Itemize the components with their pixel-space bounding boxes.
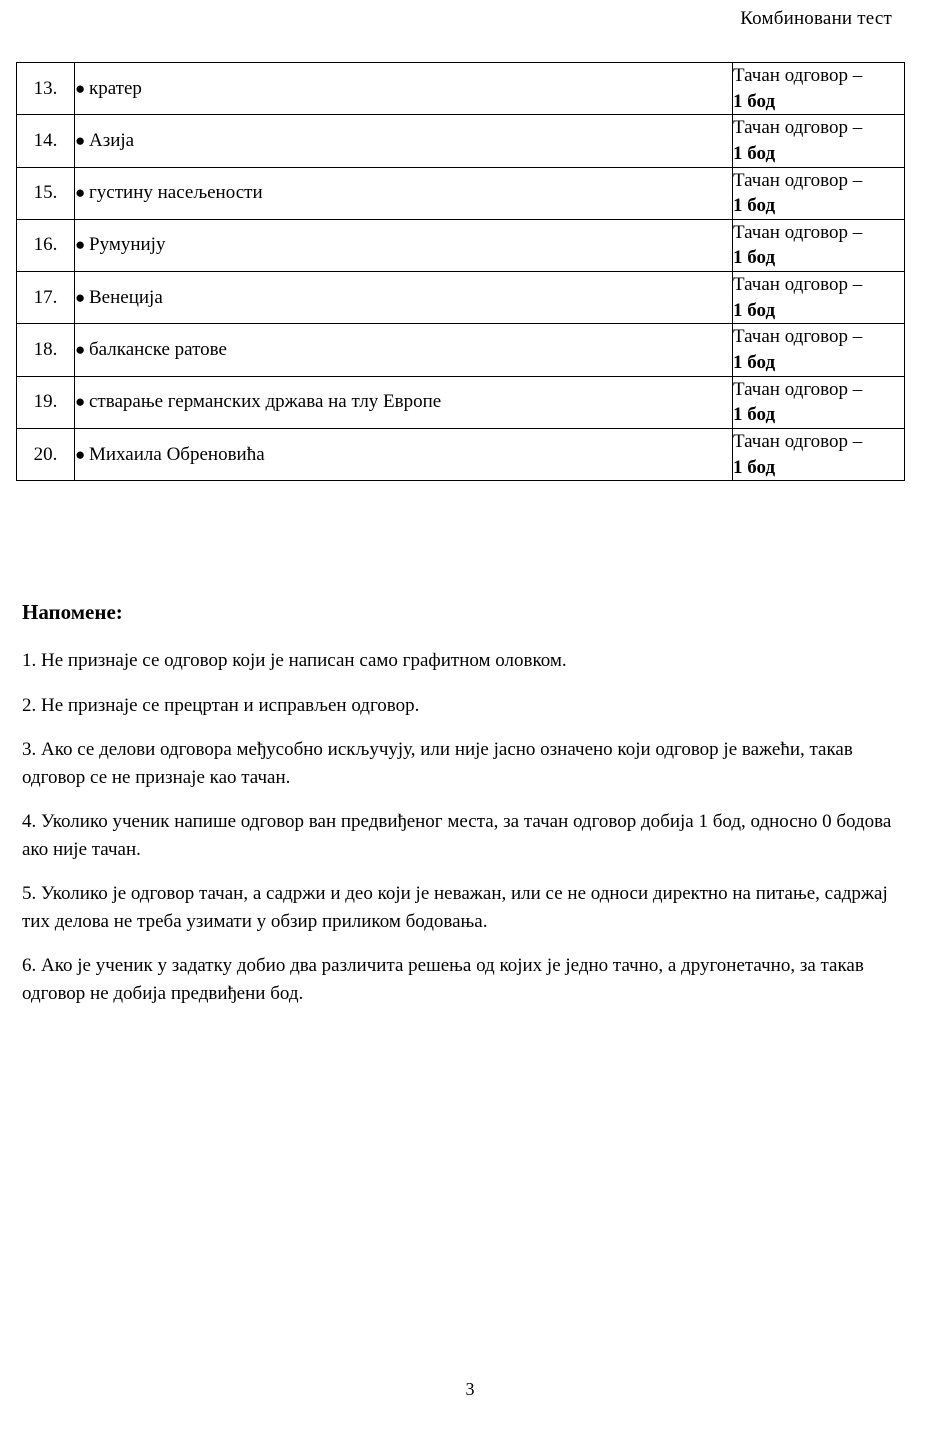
notes-title: Напомене: xyxy=(22,600,123,624)
row-points-line2: 1 бод xyxy=(733,90,776,112)
row-points xyxy=(733,63,905,115)
row-points xyxy=(733,428,905,480)
notes-section xyxy=(22,600,892,1024)
bullet-icon: ● xyxy=(75,340,86,360)
row-number: 19. xyxy=(17,376,75,428)
bullet-icon: ● xyxy=(75,287,86,307)
page-number: 3 xyxy=(465,1379,475,1399)
row-points-line2: 1 бод xyxy=(733,456,776,478)
answers-table xyxy=(16,62,905,481)
bullet-icon: ● xyxy=(75,392,86,412)
row-number: 17. xyxy=(17,272,75,324)
row-answer xyxy=(75,219,733,271)
row-points-line2: 1 бод xyxy=(733,404,776,426)
note-item: 3. Ако се делови одговора међусобно искључују, или није јасно означено који одговор је важећи, такав одговор се не признаје као тачан. xyxy=(22,739,853,788)
row-number: 14. xyxy=(17,115,75,167)
row-number: 13. xyxy=(17,63,75,115)
bullet-icon: ● xyxy=(75,78,86,98)
note-item: 4. Уколико ученик напише одговор ван предвиђеног места, за тачан одговор добија 1 бод, односно 0 бодова ако није тачан. xyxy=(22,811,892,860)
note-item: 6. Ако је ученик у задатку добио два различита решења од којих је једно тачно, а другонетачно, за такав одговор не добија предвиђени бод. xyxy=(22,955,864,1004)
row-points-line2: 1 бод xyxy=(733,299,776,321)
table-row xyxy=(17,63,905,115)
note-item: 5. Уколико је одговор тачан, а садржи и део који је неважан, или се не односи директно на питање, садржај тих делова не треба узимати у обзир приликом бодовања. xyxy=(22,883,888,932)
bullet-icon: ● xyxy=(75,444,86,464)
table-row xyxy=(17,115,905,167)
row-answer xyxy=(75,115,733,167)
table-row xyxy=(17,376,905,428)
bullet-icon: ● xyxy=(75,130,86,150)
row-points-line1: Тачан одговор – xyxy=(733,326,863,348)
table-row xyxy=(17,167,905,219)
row-answer-text: Азија xyxy=(89,129,135,151)
row-points-line1: Тачан одговор – xyxy=(733,430,863,452)
bullet-icon: ● xyxy=(75,183,86,203)
row-points xyxy=(733,219,905,271)
row-answer xyxy=(75,376,733,428)
row-answer xyxy=(75,167,733,219)
page-header: Комбиновани тест xyxy=(740,8,892,29)
row-answer-text: Михаила Обреновића xyxy=(89,443,265,465)
row-answer-text: балканске ратове xyxy=(89,339,227,361)
table-row xyxy=(17,428,905,480)
row-points-line1: Тачан одговор – xyxy=(733,169,863,191)
row-number: 15. xyxy=(17,167,75,219)
bullet-icon: ● xyxy=(75,235,86,255)
row-points-line1: Тачан одговор – xyxy=(733,65,863,86)
row-points-line2: 1 бод xyxy=(733,195,776,217)
note-item: 2. Не признаје се прецртан и исправљен одговор. xyxy=(22,694,420,716)
row-answer xyxy=(75,272,733,324)
row-answer-text: Венеција xyxy=(89,286,163,308)
row-points xyxy=(733,167,905,219)
row-number: 18. xyxy=(17,324,75,376)
row-points-line2: 1 бод xyxy=(733,247,776,269)
row-answer xyxy=(75,428,733,480)
table-row xyxy=(17,272,905,324)
row-points-line1: Тачан одговор – xyxy=(733,274,863,296)
row-points-line2: 1 бод xyxy=(733,352,776,374)
table-row xyxy=(17,219,905,271)
row-answer xyxy=(75,63,733,115)
row-points xyxy=(733,115,905,167)
row-answer-text: Румунију xyxy=(89,234,166,256)
row-points-line1: Тачан одговор – xyxy=(733,221,863,243)
row-points-line1: Тачан одговор – xyxy=(733,117,863,139)
row-answer-text: стварање германских држава на тлу Европе xyxy=(89,391,442,413)
table-row xyxy=(17,324,905,376)
row-points-line1: Тачан одговор – xyxy=(733,378,863,400)
row-points-line2: 1 бод xyxy=(733,142,776,164)
row-answer-text: кратер xyxy=(89,77,142,99)
row-answer-text: густину насељености xyxy=(89,182,263,204)
row-points xyxy=(733,272,905,324)
row-answer xyxy=(75,324,733,376)
row-points xyxy=(733,376,905,428)
row-points xyxy=(733,324,905,376)
row-number: 20. xyxy=(17,428,75,480)
row-number: 16. xyxy=(17,219,75,271)
note-item: 1. Не признаје се одговор који је написан само графитном оловком. xyxy=(22,650,567,671)
